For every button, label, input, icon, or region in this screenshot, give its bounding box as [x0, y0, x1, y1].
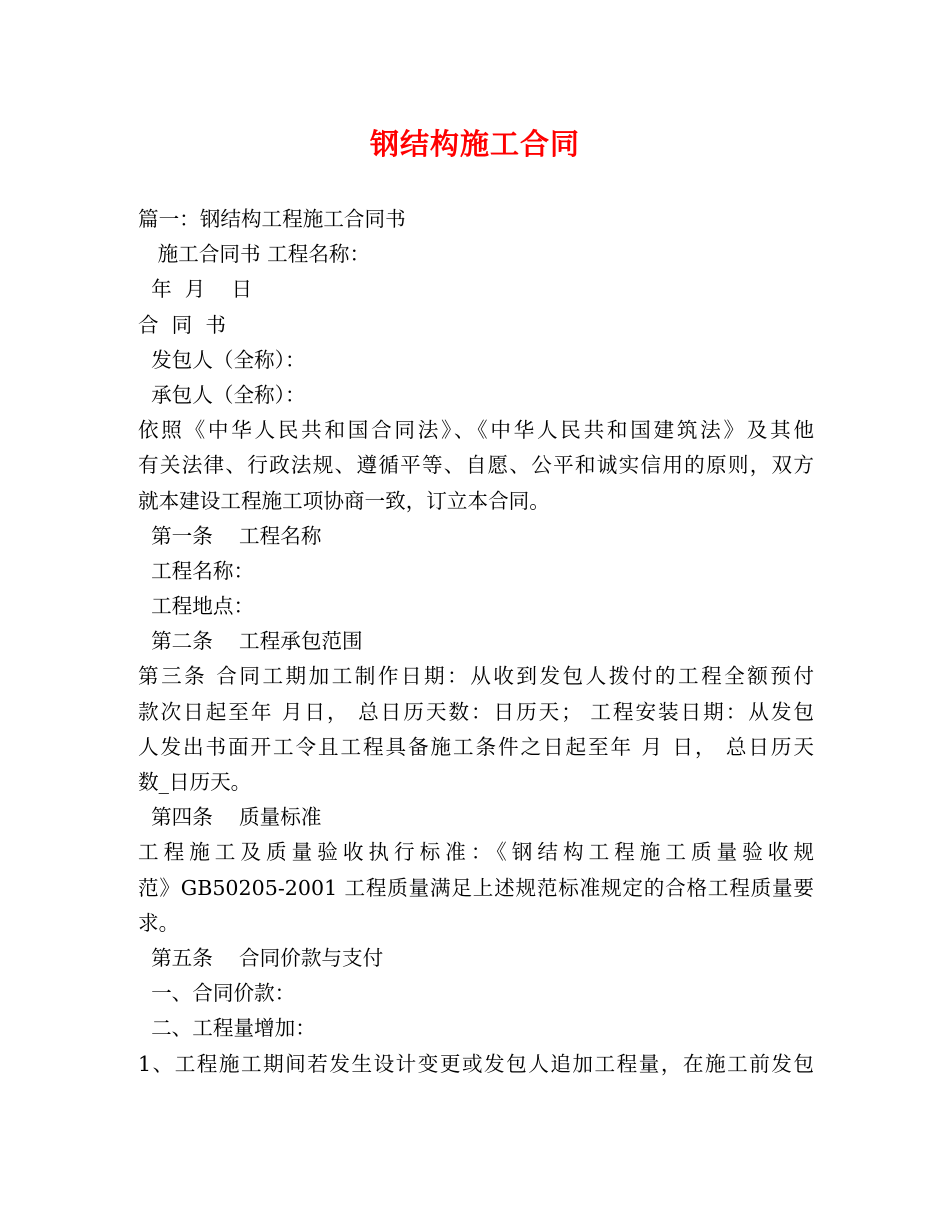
document-title: 钢结构施工合同	[369, 127, 580, 161]
text-line: 第三条 合同工期加工制作日期：从收到发包人拨付的工程全额预付	[138, 664, 814, 689]
text-line: 款次日起至年 月日， 总日历天数：日历天； 工程安装日期：从发包	[138, 699, 814, 724]
text-line: 求。	[138, 910, 180, 935]
text-line: 合 同 书	[138, 312, 226, 337]
document-body	[138, 202, 814, 1082]
text-line: 第二条 工程承包范围	[138, 629, 363, 654]
text-line: 第四条 质量标准	[138, 805, 322, 830]
text-line: 第五条 合同价款与支付	[138, 945, 384, 970]
text-line: 一、合同价款：	[138, 981, 296, 1006]
text-line: 施工合同书 工程名称：	[138, 242, 371, 267]
text-line: 范》GB50205-2001 工程质量满足上述规范标准规定的合格工程质量要	[138, 875, 814, 900]
text-line: 工程地点：	[138, 594, 255, 619]
text-line: 就本建设工程施工项协商一致，订立本合同。	[138, 488, 550, 513]
text-line: 二、工程量增加：	[138, 1016, 316, 1041]
text-line: 年 月 日	[138, 277, 253, 302]
text-line: 发包人（全称）：	[138, 347, 306, 372]
text-line: 第一条 工程名称	[138, 523, 322, 548]
text-line: 工程施工及质量验收执行标准：《钢结构工程施工质量验收规	[138, 840, 814, 865]
text-line: 人发出书面开工令且工程具备施工条件之日起至年 月 日， 总日历天	[138, 734, 814, 759]
text-line: 工程名称：	[138, 558, 255, 583]
text-line: 数_日历天。	[138, 770, 252, 794]
text-line: 承包人（全称）：	[138, 382, 306, 407]
text-line: 依照《中华人民共和国合同法》、《中华人民共和国建筑法》及其他	[138, 418, 814, 443]
text-line: 有关法律、行政法规、遵循平等、自愿、公平和诚实信用的原则，双方	[138, 453, 814, 478]
text-line: 1、工程施工期间若发生设计变更或发包人追加工程量，在施工前发包	[138, 1051, 814, 1076]
text-line: 篇一：钢结构工程施工合同书	[138, 207, 406, 231]
